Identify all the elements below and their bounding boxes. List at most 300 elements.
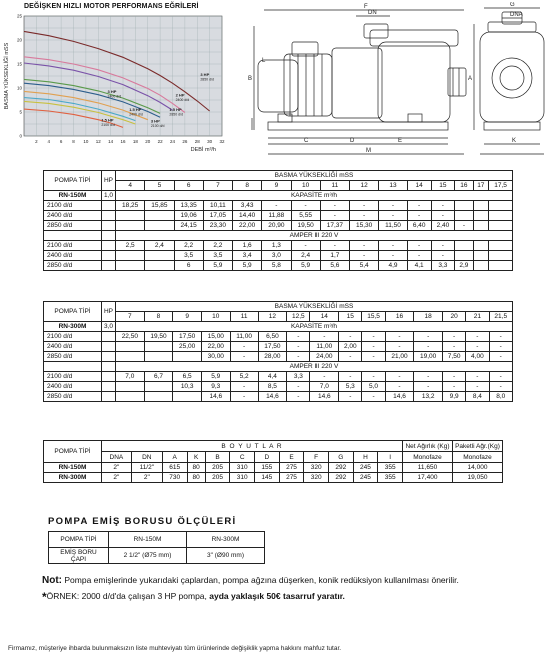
capacity-cell xyxy=(144,352,173,362)
x-tick-label: 14 xyxy=(108,139,114,144)
col-header-model: POMPA TİPİ xyxy=(44,441,102,463)
amp-cell: 8,5 xyxy=(258,382,287,392)
amp-cell xyxy=(116,251,145,261)
capacity-cell: 22,00 xyxy=(201,342,230,352)
capacity-cell xyxy=(489,201,513,211)
curve-annotation-sub: 2100 d/d xyxy=(150,124,165,129)
dim-cell: 2" xyxy=(102,463,132,473)
head-value-cell: 12 xyxy=(350,181,379,191)
capacity-cell: - xyxy=(262,201,291,211)
capacity-label: KAPASİTE m³/h xyxy=(116,191,513,201)
capacity-label: KAPASİTE m³/h xyxy=(116,322,513,332)
amp-cell: 8,4 xyxy=(466,392,489,402)
example-bold: ayda yaklaşık 50€ tasarruf yaratır. xyxy=(209,591,345,601)
x-axis-label: DEBİ m³/h xyxy=(190,147,216,153)
head-value-cell: 16 xyxy=(385,312,414,322)
capacity-cell: 28,00 xyxy=(258,352,287,362)
amp-cell: - xyxy=(350,251,379,261)
amp-cell: - xyxy=(489,372,512,382)
header-row xyxy=(44,441,503,452)
capacity-cell xyxy=(473,211,489,221)
capacity-cell: - xyxy=(442,332,465,342)
amp-cell: 2,4 xyxy=(145,241,174,251)
dim-cell: 80 xyxy=(187,463,205,473)
amp-cell: 5,0 xyxy=(362,382,385,392)
pack-weight-cell: 14,000 xyxy=(453,463,503,473)
head-value-cell: 8 xyxy=(144,312,173,322)
col-header-hp: HP xyxy=(102,302,116,322)
amp-cell: - xyxy=(339,372,362,382)
amp-cell: - xyxy=(320,241,349,251)
capacity-row xyxy=(44,332,513,342)
amp-cell xyxy=(455,241,473,251)
capacity-cell: 17,50 xyxy=(258,342,287,352)
amp-cell: 5,9 xyxy=(291,261,320,271)
dim-label-dn: DN xyxy=(368,10,377,16)
amp-cell: 2,2 xyxy=(174,241,203,251)
amp-cell: 9,9 xyxy=(442,392,465,402)
head-value-cell: 8 xyxy=(233,181,262,191)
x-tick-label: 24 xyxy=(169,139,176,144)
example-text: ÖRNEK: 2000 d/d'da çalışan 3 HP pompa, xyxy=(46,591,210,601)
capacity-cell: 2,40 xyxy=(431,221,455,231)
amp-label: AMPER ⅡI 220 V xyxy=(116,231,513,241)
amp-cell: 3,5 xyxy=(174,251,203,261)
amp-cell xyxy=(144,382,173,392)
capacity-cell: 3,43 xyxy=(233,201,262,211)
capacity-cell: - xyxy=(291,201,320,211)
amp-cell: - xyxy=(442,372,465,382)
capacity-cell: 7,50 xyxy=(442,352,465,362)
note xyxy=(42,575,459,586)
amp-label: AMPER ⅡI 220 V xyxy=(116,362,513,372)
capacity-row xyxy=(44,201,513,211)
model-name: RN-300M xyxy=(44,473,102,483)
amp-cell: - xyxy=(310,372,339,382)
capacity-cell: - xyxy=(362,332,385,342)
rpm-label: 2400 d/d xyxy=(44,251,102,261)
dim-head-cell: A xyxy=(162,452,187,463)
dim-head-cell: C xyxy=(230,452,255,463)
dim-head-cell: H xyxy=(353,452,378,463)
pipe-cell: 3" (Ø90 mm) xyxy=(187,548,265,564)
dims-row xyxy=(44,463,503,473)
dim-cell: 205 xyxy=(205,473,230,483)
amp-cell: 4,9 xyxy=(379,261,408,271)
amp-cell: 14,6 xyxy=(258,392,287,402)
table-cell xyxy=(44,362,102,372)
amp-cell xyxy=(473,261,489,271)
capacity-cell: - xyxy=(414,342,443,352)
head-value-cell: 14 xyxy=(407,181,431,191)
amp-cell: - xyxy=(287,382,310,392)
y-tick-label: 10 xyxy=(16,85,22,91)
rpm-label: 2400 d/d xyxy=(44,211,102,221)
dim-cell: 730 xyxy=(162,473,187,483)
amp-cell xyxy=(116,261,145,271)
capacity-cell: 19,50 xyxy=(144,332,173,342)
capacity-cell: 25,00 xyxy=(173,342,202,352)
capacity-cell: 6,40 xyxy=(407,221,431,231)
dim-label-e: E xyxy=(398,138,403,144)
capacity-cell: - xyxy=(362,352,385,362)
dim-cell: 615 xyxy=(162,463,187,473)
head-value-cell: 11 xyxy=(230,312,258,322)
pipe-row-label: POMPA TİPİ xyxy=(49,532,109,548)
capacity-cell: 15,30 xyxy=(350,221,379,231)
dim-label-f: F xyxy=(364,4,368,10)
amp-cell: 5,3 xyxy=(339,382,362,392)
capacity-cell: - xyxy=(489,352,512,362)
table-cell xyxy=(102,332,116,342)
curve-annotation: 3 HP xyxy=(150,118,160,124)
capacity-cell: - xyxy=(431,211,455,221)
amp-cell: - xyxy=(362,372,385,382)
table-cell xyxy=(102,211,116,221)
pipe-cell: 2 1/2" (Ø75 mm) xyxy=(109,548,187,564)
amp-cell: 14,6 xyxy=(385,392,414,402)
dim-head-cell: B xyxy=(205,452,230,463)
example-note xyxy=(42,590,345,604)
capacity-cell: 11,50 xyxy=(379,221,408,231)
amp-label-row xyxy=(44,362,513,372)
rpm-label: 2100 d/d xyxy=(44,372,102,382)
rpm-label: 2100 d/d xyxy=(44,241,102,251)
y-tick-label: 0 xyxy=(19,133,22,139)
table-cell xyxy=(102,261,116,271)
net-weight-header: Net Ağırlık (Kg) xyxy=(403,441,453,452)
capacity-cell: - xyxy=(442,342,465,352)
table-cell xyxy=(102,352,116,362)
dim-head-cell: K xyxy=(187,452,205,463)
capacity-cell: - xyxy=(385,342,414,352)
table-cell xyxy=(102,231,116,241)
capacity-cell: - xyxy=(350,211,379,221)
curve-annotation: 2 HP xyxy=(175,92,185,98)
amp-cell xyxy=(173,392,202,402)
net-weight-subheader: Monofaze xyxy=(403,452,453,463)
x-tick-label: 32 xyxy=(219,139,225,144)
curve-annotation: 1.5 HP xyxy=(169,107,182,113)
amp-cell: 7,0 xyxy=(116,372,145,382)
table-cell xyxy=(102,372,116,382)
amp-cell: - xyxy=(350,241,379,251)
dim-label-m: M xyxy=(366,148,371,154)
curve-annotation-sub: 2100 d/d xyxy=(101,123,115,128)
amp-cell: - xyxy=(466,382,489,392)
amp-cell xyxy=(489,261,513,271)
capacity-cell: - xyxy=(489,342,512,352)
capacity-cell xyxy=(489,221,513,231)
capacity-cell: 4,00 xyxy=(466,352,489,362)
capacity-cell: 11,00 xyxy=(230,332,258,342)
head-value-cell: 21,5 xyxy=(489,312,512,322)
dim-cell: 275 xyxy=(279,473,304,483)
amp-cell: 8,0 xyxy=(489,392,512,402)
curve-annotation-sub: 2400 d/d xyxy=(129,112,143,117)
x-tick-label: 12 xyxy=(95,139,101,144)
curve-annotation-sub: 2400 d/d xyxy=(107,94,122,99)
dim-cell: 292 xyxy=(329,473,354,483)
dim-head-cell: F xyxy=(304,452,329,463)
pack-weight-header: Paketli Ağr.(Kg) xyxy=(453,441,503,452)
amp-cell: 2,2 xyxy=(203,241,232,251)
rpm-label: 2100 d/d xyxy=(44,201,102,211)
model-hp: 1,0 xyxy=(102,191,116,201)
x-tick-label: 30 xyxy=(207,139,213,144)
head-value-cell: 15,5 xyxy=(362,312,385,322)
dim-cell: 275 xyxy=(279,463,304,473)
capacity-cell: - xyxy=(287,332,310,342)
x-tick-label: 2 xyxy=(35,139,38,144)
amp-cell xyxy=(145,261,174,271)
capacity-cell: 24,00 xyxy=(310,352,339,362)
header-row xyxy=(44,302,513,312)
pipe-heading: POMPA EMİŞ BORUSU ÖLÇÜLERİ xyxy=(48,516,237,527)
capacity-cell: 17,50 xyxy=(173,332,202,342)
performance-chart xyxy=(0,10,232,158)
amp-cell: 2,5 xyxy=(116,241,145,251)
note-label: Not: xyxy=(42,575,62,586)
y-tick-label: 20 xyxy=(16,37,22,43)
head-value-cell: 16 xyxy=(455,181,473,191)
y-tick-label: 5 xyxy=(19,109,22,115)
example-star: * xyxy=(42,590,47,604)
x-tick-label: 10 xyxy=(83,139,89,144)
curve-annotation: 1.5 HP xyxy=(129,107,142,113)
x-tick-label: 8 xyxy=(72,139,75,144)
capacity-cell: 14,40 xyxy=(233,211,262,221)
capacity-cell: - xyxy=(362,342,385,352)
dim-head-cell: I xyxy=(378,452,403,463)
capacity-cell xyxy=(145,221,174,231)
pipe-row xyxy=(49,532,265,548)
head-value-cell: 21 xyxy=(466,312,489,322)
model-hp: 3,0 xyxy=(102,322,116,332)
y-tick-label: 25 xyxy=(16,13,22,19)
capacity-cell: 19,50 xyxy=(291,221,320,231)
dim-label-c: C xyxy=(304,138,309,144)
table-cell xyxy=(102,201,116,211)
capacity-cell: 19,06 xyxy=(174,211,203,221)
model-name: RN-300M xyxy=(44,322,102,332)
table-cell xyxy=(102,342,116,352)
dim-cell: 145 xyxy=(255,473,280,483)
x-tick-label: 6 xyxy=(59,139,63,144)
dim-cell: 320 xyxy=(304,463,329,473)
x-tick-label: 4 xyxy=(47,139,51,144)
y-tick-label: 15 xyxy=(16,61,22,67)
discharge-port xyxy=(364,24,388,38)
capacity-cell: 17,05 xyxy=(203,211,232,221)
amp-cell: 4,1 xyxy=(407,261,431,271)
amp-cell: - xyxy=(489,382,512,392)
amp-cell: 3,5 xyxy=(203,251,232,261)
head-value-cell: 17 xyxy=(473,181,489,191)
capacity-cell: 10,11 xyxy=(203,201,232,211)
capacity-cell: - xyxy=(379,211,408,221)
capacity-cell: - xyxy=(287,342,310,352)
dim-cell: 245 xyxy=(353,463,378,473)
dims-title: B O Y U T L A R xyxy=(102,441,403,452)
amp-cell: - xyxy=(414,372,443,382)
capacity-cell: 22,50 xyxy=(116,332,145,342)
capacity-cell: - xyxy=(339,332,362,342)
amp-cell: 14,6 xyxy=(310,392,339,402)
capacity-row xyxy=(44,342,513,352)
amp-cell: 6,7 xyxy=(144,372,173,382)
table-cell xyxy=(44,231,102,241)
amp-cell: 5,4 xyxy=(350,261,379,271)
col-header-model: POMPA TİPİ xyxy=(44,302,102,322)
amp-cell: 6 xyxy=(174,261,203,271)
front-lid xyxy=(488,22,536,32)
y-axis-label: BASMA YÜKSEKLİĞİ mSS xyxy=(4,42,10,110)
capacity-cell: - xyxy=(489,332,512,342)
amp-cell: 5,9 xyxy=(233,261,262,271)
table-cell xyxy=(102,221,116,231)
dim-cell: 205 xyxy=(205,463,230,473)
amp-cell: - xyxy=(230,382,258,392)
amp-cell: - xyxy=(287,392,310,402)
dim-cell: 320 xyxy=(304,473,329,483)
amp-cell: 2,4 xyxy=(291,251,320,261)
dim-cell: 2" xyxy=(131,473,162,483)
amp-cell xyxy=(144,392,173,402)
capacity-cell xyxy=(116,211,145,221)
amp-cell: 13,2 xyxy=(414,392,443,402)
rpm-label: 2850 d/d xyxy=(44,352,102,362)
capacity-cell xyxy=(455,201,473,211)
dim-label-dna: DNA xyxy=(510,12,523,18)
amp-cell: - xyxy=(466,372,489,382)
amp-cell: 5,9 xyxy=(201,372,230,382)
amp-cell xyxy=(489,251,513,261)
capacity-cell: 15,00 xyxy=(201,332,230,342)
pipe-cell: RN-300M xyxy=(187,532,265,548)
dim-head-cell: DN xyxy=(131,452,162,463)
amp-cell: 1,6 xyxy=(233,241,262,251)
motor-cover xyxy=(284,54,332,116)
dim-cell: 155 xyxy=(255,463,280,473)
capacity-row xyxy=(44,211,513,221)
curve-annotation: 1.5 HP xyxy=(101,117,114,123)
capacity-cell: - xyxy=(414,332,443,342)
dim-cell: 355 xyxy=(378,463,403,473)
capacity-cell xyxy=(116,342,145,352)
head-title: BASMA YÜKSEKLİĞİ mSS xyxy=(116,302,513,312)
capacity-cell xyxy=(473,221,489,231)
dim-label-d: D xyxy=(350,138,355,144)
capacity-row xyxy=(44,221,513,231)
col-header-hp: HP xyxy=(102,171,116,191)
amp-cell xyxy=(455,251,473,261)
amp-cell: - xyxy=(230,392,258,402)
capacity-cell: 23,30 xyxy=(203,221,232,231)
amp-cell: - xyxy=(385,372,414,382)
performance-table-rn150m xyxy=(43,170,513,271)
curve-annotation-sub: 2850 d/d xyxy=(200,77,214,82)
capacity-row xyxy=(44,352,513,362)
dim-cell: 355 xyxy=(378,473,403,483)
net-weight-cell: 11,650 xyxy=(403,463,453,473)
header-row xyxy=(44,171,513,181)
amp-row xyxy=(44,382,513,392)
head-value-cell: 4 xyxy=(116,181,145,191)
head-value-cell: 13 xyxy=(379,181,408,191)
capacity-cell xyxy=(455,211,473,221)
head-value-cell: 15 xyxy=(431,181,455,191)
amp-cell: 1,7 xyxy=(320,251,349,261)
capacity-cell: 15,85 xyxy=(145,201,174,211)
rpm-label: 2400 d/d xyxy=(44,382,102,392)
amp-cell xyxy=(145,251,174,261)
col-header-model: POMPA TİPİ xyxy=(44,171,102,191)
amp-cell: - xyxy=(379,251,408,261)
amp-cell: - xyxy=(431,241,455,251)
table-cell xyxy=(102,362,116,372)
rpm-label: 2100 d/d xyxy=(44,332,102,342)
capacity-cell xyxy=(116,352,145,362)
amp-cell: - xyxy=(431,251,455,261)
capacity-cell: - xyxy=(310,332,339,342)
amp-cell: - xyxy=(442,382,465,392)
amp-cell xyxy=(473,241,489,251)
strainer-basket xyxy=(378,42,450,122)
amp-cell: 6,5 xyxy=(173,372,202,382)
dimensions-table xyxy=(43,440,503,483)
rpm-label: 2400 d/d xyxy=(44,342,102,352)
capacity-cell: 17,37 xyxy=(320,221,349,231)
capacity-cell: - xyxy=(320,211,349,221)
head-value-cell: 9 xyxy=(262,181,291,191)
amp-row xyxy=(44,251,513,261)
amp-cell: 7,0 xyxy=(310,382,339,392)
amp-cell: - xyxy=(407,241,431,251)
pipe-table xyxy=(48,531,265,564)
dim-head-cell: D xyxy=(255,452,280,463)
amp-cell: - xyxy=(414,382,443,392)
head-value-cell: 10 xyxy=(201,312,230,322)
table-cell xyxy=(102,241,116,251)
head-value-cell: 9 xyxy=(173,312,202,322)
capacity-cell: - xyxy=(407,201,431,211)
pack-weight-cell: 19,050 xyxy=(453,473,503,483)
head-value-cell: 6 xyxy=(174,181,203,191)
capacity-cell: 21,00 xyxy=(385,352,414,362)
amp-cell: 10,3 xyxy=(173,382,202,392)
capacity-cell: - xyxy=(455,221,473,231)
dims-row xyxy=(44,473,503,483)
dim-label-g: G xyxy=(510,2,515,8)
capacity-cell: 18,25 xyxy=(116,201,145,211)
head-value-cell: 17,5 xyxy=(489,181,513,191)
amp-row xyxy=(44,241,513,251)
amp-cell: 3,3 xyxy=(431,261,455,271)
dim-cell: 2" xyxy=(102,473,132,483)
head-value-cell: 18 xyxy=(414,312,443,322)
amp-cell xyxy=(116,392,145,402)
head-value-cell: 15 xyxy=(339,312,362,322)
pipe-row-label: EMİŞ BORU ÇAPI xyxy=(49,548,109,564)
x-tick-label: 22 xyxy=(157,139,163,144)
capacity-cell: 30,00 xyxy=(201,352,230,362)
base-plate xyxy=(268,122,448,130)
x-tick-label: 18 xyxy=(132,139,138,144)
dim-cell: 80 xyxy=(187,473,205,483)
dim-label-l: L xyxy=(262,58,266,64)
capacity-cell: 11,00 xyxy=(310,342,339,352)
